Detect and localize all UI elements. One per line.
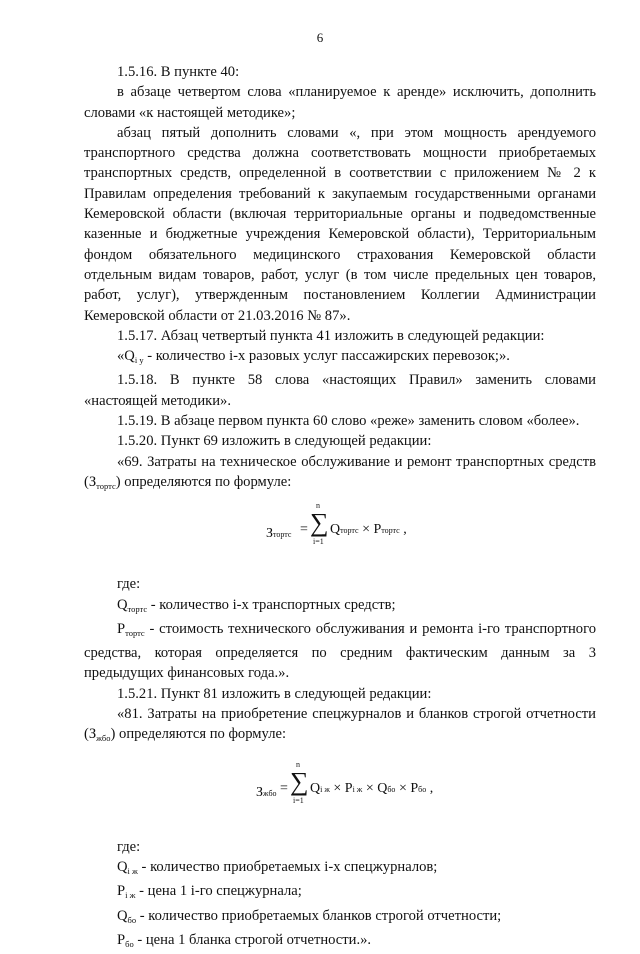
paragraph-abzac-4: в абзаце четвертом слова «планируемое к аренде» исключить, дополнить словами «к настоящей методике»;	[84, 84, 596, 121]
paragraph-abzac-5: абзац пятый дополнить словами «, при этом мощность арендуемого транспортного средства должна соответствовать мощности приобретаемых транспортных средств, определенной в соответствии с приложением № 2 к Правилам определения требований к закупаемым государственными органами Кемеровской области (включая территориальные органы и подведомственные казенные и бюджетные учреждения Кемеровской области), Территориальным фондом обязательного медицинского страхования Кемеровской области отдельным видам товаров, работ, услуг (в том числе предельных цен товаров, работ, услуг), утвержденным постановлением Коллегии Администрации Кемеровской области от 21.03.2016 № 87».	[84, 124, 596, 324]
paragraph-1-5-20: 1.5.20. Пункт 69 изложить в следующей редакции:	[117, 433, 432, 450]
paragraph-81: «81. Затраты на приобретение спецжурналов и бланков строгой отчетности $(З_{жбо})$ определяются по формуле:	[84, 706, 596, 744]
paragraph-q-iy: «$Q_{i у}$ - количество i-х разовых услуг пассажирских перевозок;».	[117, 348, 510, 366]
where-label-2: где:	[117, 838, 141, 855]
formula-zhbo: Зжбо = n ∑ i=1 Qi ж × Pi ж × Qбо × Pбо ,	[256, 759, 434, 805]
paragraph-1-5-18: 1.5.18. В пункте 58 слова «настоящих Правил» заменить словами «настоящей методики».	[84, 372, 596, 409]
definition-p-ij: $P_{i ж}$ - цена 1 i-го спецжурнала;	[117, 883, 302, 901]
where-label-1: где:	[117, 576, 141, 593]
paragraph-1-5-21: 1.5.21. Пункт 81 изложить в следующей редакции:	[117, 685, 432, 702]
paragraph-1-5-16: 1.5.16. В пункте 40:	[117, 64, 240, 80]
paragraph-1-5-17: 1.5.17. Абзац четвертый пункта 41 изложить в следующей редакции:	[117, 327, 545, 344]
definition-p-bo: $P_{бо}$ - цена 1 бланка строгой отчетности.».	[117, 931, 372, 949]
definition-q-ij: $Q_{i ж}$ - количество приобретаемых i-х спецжурналов;	[117, 858, 438, 876]
paragraph-1-5-19: 1.5.19. В абзаце первом пункта 60 слово «реже» заменить словом «более».	[117, 413, 580, 430]
paragraph-69: «69. Затраты на техническое обслуживание и ремонт транспортных средств $(З_{тортс})$ определяются по формуле:	[84, 453, 596, 491]
document-body	[84, 62, 596, 954]
definition-q-bo: $Q_{бо}$ - количество приобретаемых бланков строгой отчетности;	[117, 907, 502, 925]
definition-p-tortc: $P_{тортс}$ - стоимость технического обслуживания и ремонта i-го транспортного средства, которая определяется по средним фактическим данным за 3 предыдущих финансовых года.».	[84, 620, 596, 682]
formula-tortc: Зтортс = n ∑ i=1 Qтортс × Pтортс ,	[266, 501, 407, 547]
page-number: 6	[316, 30, 324, 45]
definition-q-tortc: $Q_{тортс}$ - количество i-х транспортных средств;	[117, 596, 396, 614]
